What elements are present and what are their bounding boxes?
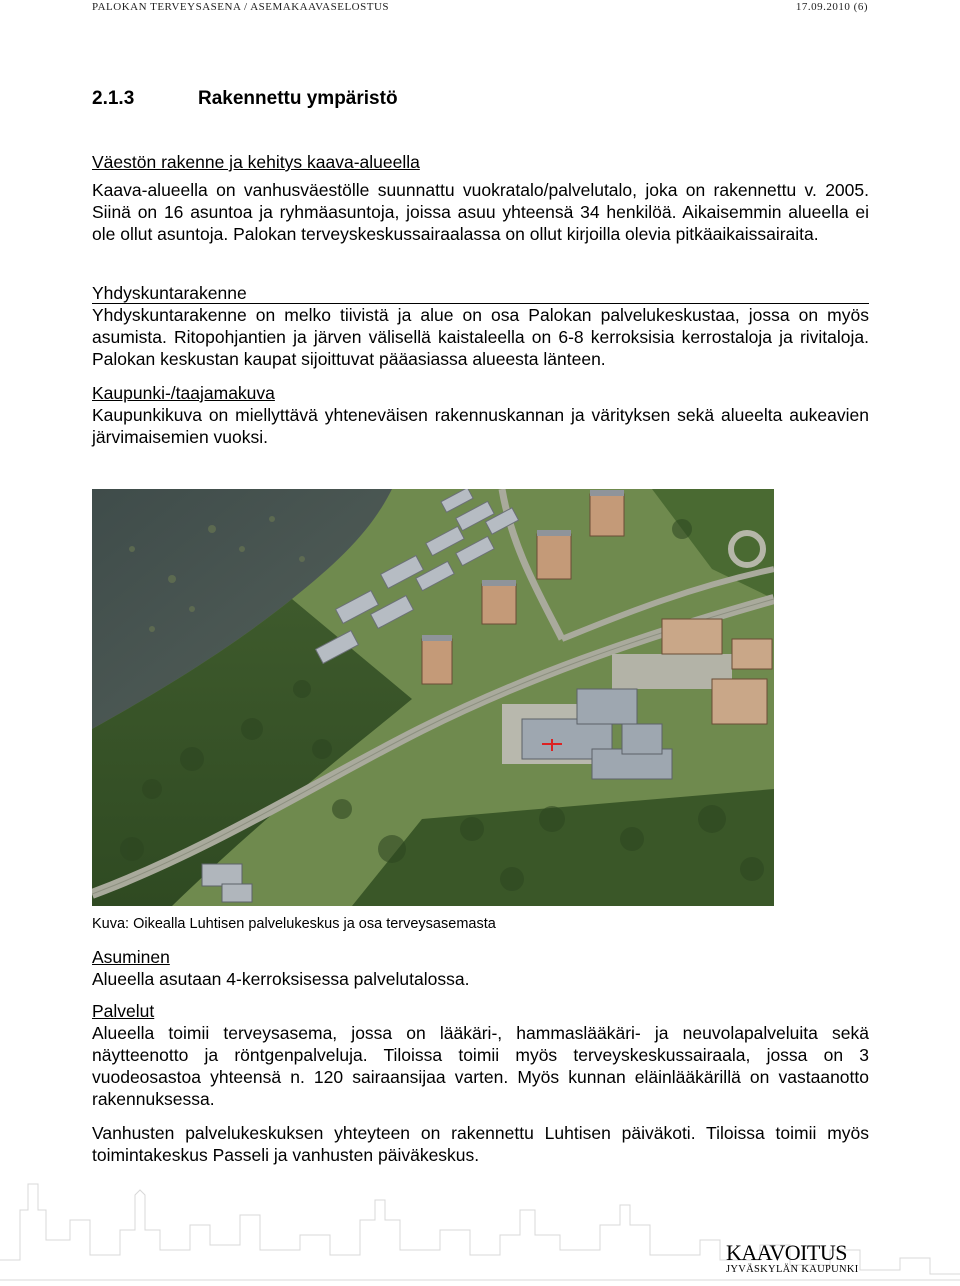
community-structure-heading: Yhdyskuntarakenne — [92, 283, 869, 304]
section-heading — [92, 88, 398, 110]
population-paragraph: Kaava-alueella on vanhusväestölle suunnattu vuokratalo/palvelutalo, joka on rakennettu v. 2005. Siinä on 16 asuntoa ja ryhmäasuntoja, joissa asuu yhteensä 34 henkilöä. Aikaisemmin alueella ei ole ollut asuntoja. Palokan terveyskeskussairaalassa on ollut kirjoilla olevia pitkäaikaissairaita. — [92, 180, 869, 244]
services-block — [92, 1000, 869, 1110]
photo-caption: Kuva: Oikealla Luhtisen palvelukeskus ja osa terveysasemasta — [92, 916, 496, 932]
daycare-block — [92, 1122, 869, 1166]
population-heading: Väestön rakenne ja kehitys kaava-alueella — [92, 152, 420, 172]
logo-main-text: KAAVOITUS — [726, 1240, 847, 1265]
logo-sub-text: JYVÄSKYLÄN KAUPUNKI — [726, 1264, 859, 1275]
townscape-paragraph: Kaupunkikuva on miellyttävä yhteneväisen rakennuskannan ja värityksen sekä alueelta aukeavien järvimaisemien vuoksi. — [92, 405, 869, 447]
housing-heading: Asuminen — [92, 947, 170, 967]
kaavoitus-logo — [726, 1240, 876, 1275]
services-paragraph: Alueella toimii terveysasema, jossa on lääkäri-, hammaslääkäri- ja neuvolapalveluita sekä näytteenotto ja röntgenpalveluja. Tiloissa toimii myös terveyskeskussairaala, jossa on 3 vuodeosastoa yhteensä n. 120 sairaansijaa varten. Myös kunnan eläinlääkärillä on vastaanotto rakennuksessa. — [92, 1023, 869, 1109]
townscape-heading: Kaupunki-/taajamakuva — [92, 383, 275, 403]
townscape-block — [92, 382, 869, 448]
running-header-title: PALOKAN TERVEYSASENA / ASEMAKAAVASELOSTUS — [92, 1, 390, 13]
community-structure-block — [92, 283, 869, 370]
aerial-photo — [92, 489, 774, 906]
section-title: Rakennettu ympäristö — [198, 88, 398, 109]
population-block — [92, 151, 869, 245]
section-number: 2.1.3 — [92, 88, 135, 109]
community-structure-paragraph: Yhdyskuntarakenne on melko tiivistä ja alue on osa Palokan palvelukeskustaa, jossa on myös asumista. Ritopohjantien ja järven välisellä kaistaleella on 6-8 kerroksisia kerrostaloja ja rivitaloja. Palokan keskustan kaupat sijoittuvat pääasiassa alueesta länteen. — [92, 305, 869, 369]
services-heading: Palvelut — [92, 1001, 155, 1021]
running-header-date-page: 17.09.2010 (6) — [795, 1, 868, 13]
daycare-paragraph: Vanhusten palvelukeskuksen yhteyteen on rakennettu Luhtisen päiväkoti. Tiloissa toimii myös toimintakeskus Passeli ja vanhusten päiväkeskus. — [92, 1123, 869, 1165]
housing-block — [92, 946, 869, 990]
housing-paragraph: Alueella asutaan 4-kerroksisessa palvelutalossa. — [92, 969, 470, 989]
